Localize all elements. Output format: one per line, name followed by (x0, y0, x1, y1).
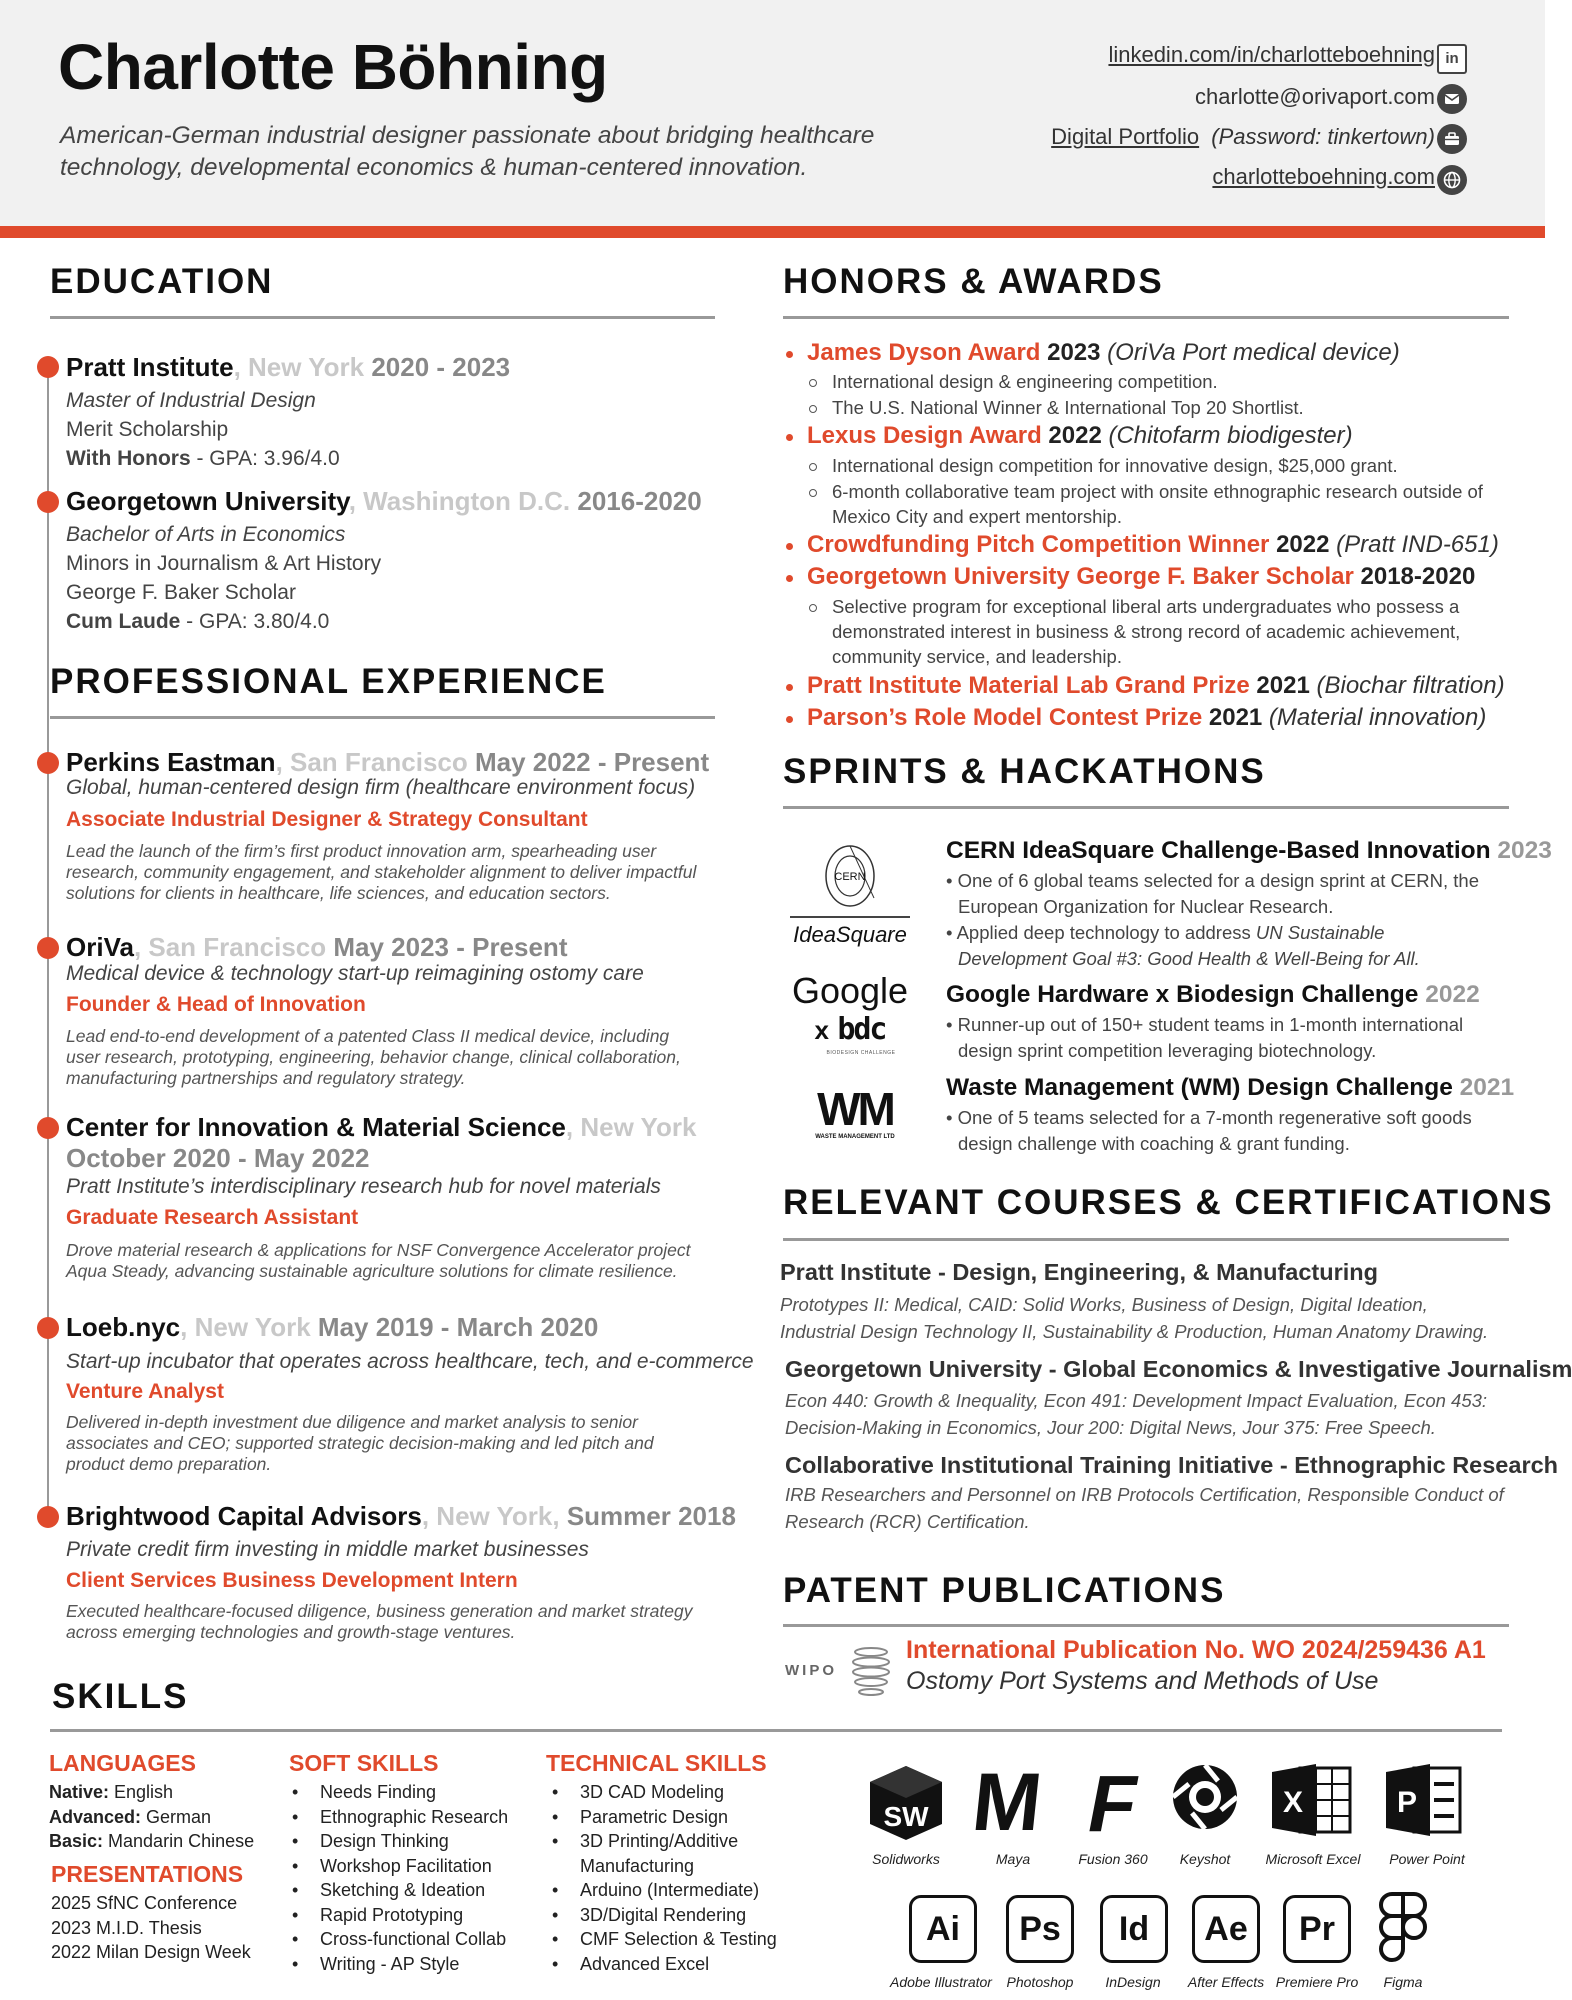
job-heading: OriVa, San Francisco May 2023 - Present (66, 932, 568, 962)
presentations-list: 2025 SfNC Conference 2023 M.I.D. Thesis 2022 Milan Design Week (51, 1893, 251, 1962)
job-tagline: Global, human-centered design firm (healthcare environment focus) (66, 776, 696, 799)
soft-skills-heading: SOFT SKILLS (289, 1750, 439, 1776)
georgetown-gpa: Cum Laude - GPA: 3.80/4.0 (66, 610, 330, 633)
software-label: After Effects (1187, 1974, 1265, 1990)
sprint-cern-title: CERN IdeaSquare Challenge-Based Innovation 2023 (946, 837, 1552, 864)
software-label: Photoshop (1006, 1974, 1074, 1990)
honor-pratt-prize: Pratt Institute Material Lab Grand Prize 2021 (Biochar filtration) (807, 672, 1505, 699)
bullet (786, 543, 793, 550)
sub-bullet (809, 604, 817, 612)
job-role: Founder & Head of Innovation (66, 993, 366, 1016)
globe-icon (1437, 165, 1467, 195)
bullet (786, 351, 793, 358)
photoshop-icon: Ps (1006, 1895, 1074, 1963)
maya-icon: M (968, 1757, 1047, 1848)
georgetown-scholar: George F. Baker Scholar (66, 581, 296, 604)
patents-rule (783, 1624, 1509, 1627)
powerpoint-icon (1384, 1762, 1464, 1838)
software-label: Solidworks (872, 1851, 940, 1867)
job-heading: Loeb.nyc, New York May 2019 - March 2020 (66, 1312, 599, 1342)
sprint-wm-title: Waste Management (WM) Design Challenge 2021 (946, 1074, 1515, 1101)
email-text[interactable]: charlotte@orivaport.com (1195, 84, 1435, 109)
patents-title: PATENT PUBLICATIONS (783, 1571, 1226, 1610)
software-label: Fusion 360 (1078, 1851, 1148, 1867)
premiere-pro-icon: Pr (1283, 1895, 1351, 1963)
job-description: Drove material research & applications for NSF Convergence Accelerator project Aqua Steady, advancing sustainable agriculture solutions for climate resilience. (66, 1240, 691, 1281)
bullet (786, 716, 793, 723)
tagline-line-1: American-German industrial designer passionate about bridging healthcare (60, 122, 875, 149)
bullet (786, 434, 793, 441)
sub-bullet (809, 405, 817, 413)
wm-logo: WM WASTE MANAGEMENT LTD (815, 1083, 895, 1140)
skills-rule (50, 1729, 1502, 1732)
portfolio-password: (Password: tinkertown) (1211, 124, 1435, 149)
soft-skills-list: • Needs Finding • Ethnographic Research • Design Thinking • Workshop Facilitation • Sketching & Ideation • Rapid Prototyping • Cross-functional Collab • Writing - AP Style (286, 1780, 508, 1976)
figma-icon (1378, 1890, 1428, 1966)
patent-description: Ostomy Port Systems and Methods of Use (906, 1667, 1379, 1695)
job-description: Delivered in-depth investment due diligence and market analysis to senior associates and CEO; supported strategic decision-making and led pitch and product demo preparation. (66, 1412, 654, 1474)
google-bdc-logo: Google x bdc BIODESIGN CHALLENGE (791, 970, 909, 1056)
georgetown-minors: Minors in Journalism & Art History (66, 552, 382, 575)
job-description: Lead the launch of the firm’s first product innovation arm, spearheading user research, community engagement, and stakeholder alignment to deliver impactful solutions for clients in healthcare, life sciences, and education sectors. (66, 841, 697, 903)
candidate-name: Charlotte Böhning (58, 31, 608, 103)
job-heading: Perkins Eastman, San Francisco May 2022 - Present (66, 747, 710, 777)
software-label: Maya (995, 1851, 1031, 1867)
timeline-dot (37, 1117, 59, 1139)
software-label: Adobe Illustrator (890, 1974, 992, 1990)
sub-bullet (809, 489, 817, 497)
indesign-icon: Id (1100, 1895, 1168, 1963)
job-description: Lead end-to-end development of a patented Class II medical device, including user research, prototyping, engineering, behavior change, clinical collaboration, manufacturing partnerships and regulatory strategy. (66, 1026, 681, 1088)
portfolio-line (1051, 124, 1435, 150)
honor-detail: International design competition for innovative design, $25,000 grant. (832, 455, 1398, 476)
technical-skills-heading: TECHNICAL SKILLS (546, 1750, 767, 1776)
timeline-dot (37, 1506, 59, 1528)
education-title: EDUCATION (50, 262, 274, 301)
course-georgetown-desc: Econ 440: Growth & Inequality, Econ 491: Development Impact Evaluation, Econ 453: Decision-Making in Economics, Jour 200: Digital News, Jour 375: Free Speech. (785, 1390, 1488, 1438)
illustrator-icon: Ai (909, 1895, 977, 1963)
pratt-heading: Pratt Institute, New York 2020 - 2023 (66, 352, 511, 382)
georgetown-heading: Georgetown University, Washington D.C. 2016-2020 (66, 486, 702, 516)
svg-text:CERN: CERN (834, 871, 866, 883)
wipo-logo: WIPO (783, 1638, 903, 1708)
after-effects-icon: Ae (1192, 1895, 1260, 1963)
job-tagline: Private credit firm investing in middle market businesses (66, 1538, 589, 1561)
timeline-dot (37, 937, 59, 959)
skills-title: SKILLS (52, 1677, 189, 1716)
honor-detail: The U.S. National Winner & International Top 20 Shortlist. (832, 397, 1304, 418)
honor-detail: Selective program for exceptional liberal arts undergraduates who possess a demonstrated interest in business & strong record of academic achievement, community service, and leadership. (832, 596, 1461, 667)
languages-heading: LANGUAGES (49, 1750, 196, 1776)
fusion-360-icon: F (1088, 1759, 1137, 1848)
header-accent-bar (0, 226, 1545, 238)
job-role: Venture Analyst (66, 1380, 224, 1403)
sprints-title: SPRINTS & HACKATHONS (783, 752, 1266, 791)
excel-icon (1270, 1762, 1354, 1838)
bullet (786, 684, 793, 691)
job-dates: October 2020 - May 2022 (66, 1143, 370, 1173)
software-label: Figma (1383, 1974, 1423, 1990)
honor-lexus: Lexus Design Award 2022 (Chitofarm biodigester) (807, 422, 1353, 449)
pratt-merit: Merit Scholarship (66, 418, 229, 441)
sub-bullet (809, 463, 817, 471)
portfolio-link[interactable]: Digital Portfolio (1051, 124, 1200, 149)
keyshot-icon (1170, 1762, 1240, 1832)
cern-ideasquare-logo: CERN IdeaSquare (790, 838, 910, 948)
presentations-heading: PRESENTATIONS (51, 1861, 244, 1887)
honor-parsons: Parson’s Role Model Contest Prize 2021 (Material innovation) (807, 704, 1487, 731)
linkedin-link[interactable]: linkedin.com/in/charlotteboehning (1108, 42, 1435, 67)
software-label: InDesign (1105, 1974, 1161, 1990)
pratt-gpa: With Honors - GPA: 3.96/4.0 (66, 447, 340, 470)
briefcase-icon (1437, 124, 1467, 154)
job-heading: Brightwood Capital Advisors, New York, Summer 2018 (66, 1501, 736, 1531)
job-tagline: Pratt Institute’s interdisciplinary research hub for novel materials (66, 1175, 661, 1198)
georgetown-degree: Bachelor of Arts in Economics (66, 523, 346, 546)
sprint-google-title: Google Hardware x Biodesign Challenge 2022 (946, 981, 1480, 1008)
solidworks-icon (866, 1762, 946, 1842)
course-pratt-desc: Prototypes II: Medical, CAID: Solid Works, Business of Design, Digital Ideation, Industrial Design Technology II, Sustainability & Production, Human Anatomy Drawing. (780, 1294, 1489, 1342)
job-description: Executed healthcare-focused diligence, business generation and market strategy across emerging technologies and growth-stage ventures. (66, 1601, 693, 1642)
technical-skills-list: • 3D CAD Modeling • Parametric Design • 3D Printing/Additive Manufacturing • Arduino (Intermediate) • 3D/Digital Rendering • CMF Selection & Testing • Advanced Excel (546, 1780, 777, 1976)
software-label: Keyshot (1179, 1851, 1231, 1867)
job-role: Graduate Research Assistant (66, 1206, 359, 1229)
course-pratt-title: Pratt Institute - Design, Engineering, & Manufacturing (780, 1259, 1378, 1285)
honor-detail: International design & engineering competition. (832, 371, 1218, 392)
course-citi-title: Collaborative Institutional Training Initiative - Ethnographic Research (785, 1452, 1559, 1478)
software-label: Power Point (1389, 1851, 1465, 1867)
patent-publication: International Publication No. WO 2024/259436 A1 (906, 1636, 1486, 1664)
tagline-line-2: technology, developmental economics & human-centered innovation. (60, 154, 808, 181)
honor-baker: Georgetown University George F. Baker Scholar 2018-2020 (807, 563, 1476, 590)
sprint-wm-detail: • One of 5 teams selected for a 7-month regenerative soft goods design challenge with coaching & grant funding. (946, 1107, 1472, 1154)
honor-detail: 6-month collaborative team project with onsite ethnographic research outside of Mexico City and expert mentorship. (832, 481, 1483, 527)
job-role: Associate Industrial Designer & Strategy Consultant (66, 808, 588, 831)
sprints-rule (783, 806, 1509, 809)
linkedin-icon: in (1437, 44, 1467, 74)
job-tagline: Start-up incubator that operates across healthcare, tech, and e-commerce (66, 1350, 754, 1373)
honors-title: HONORS & AWARDS (783, 262, 1164, 301)
website-link[interactable]: charlotteboehning.com (1212, 164, 1435, 189)
bullet (786, 575, 793, 582)
software-label: Premiere Pro (1275, 1974, 1359, 1990)
job-tagline: Medical device & technology start-up reimagining ostomy care (66, 962, 644, 985)
experience-rule (50, 716, 715, 719)
course-georgetown-title: Georgetown University - Global Economics & Investigative Journalism (785, 1356, 1572, 1382)
sprint-google-detail: • Runner-up out of 150+ student teams in 1-month international design sprint competition leveraging biotechnology. (946, 1014, 1464, 1061)
timeline-dot (37, 752, 59, 774)
svg-text:X: X (1282, 1786, 1304, 1819)
svg-text:SW: SW (883, 1801, 929, 1832)
svg-text:P: P (1396, 1786, 1418, 1819)
sprint-cern-detail: • One of 6 global teams selected for a design sprint at CERN, the European Organization for Nuclear Research. • Applied deep technology to address UN Sustainable Development Goal #3: Good Health & Well-Being for All. (946, 870, 1479, 969)
education-rule (50, 316, 715, 319)
job-role: Client Services Business Development Intern (66, 1569, 518, 1592)
tagline (60, 120, 960, 184)
courses-rule (783, 1238, 1509, 1241)
pratt-degree: Master of Industrial Design (66, 389, 316, 412)
software-label: Microsoft Excel (1265, 1851, 1361, 1867)
experience-title: PROFESSIONAL EXPERIENCE (50, 662, 607, 701)
timeline-dot (37, 1317, 59, 1339)
sub-bullet (809, 379, 817, 387)
timeline-dot (37, 356, 59, 378)
honor-dyson: James Dyson Award 2023 (OriVa Port medical device) (807, 339, 1400, 366)
course-citi-desc: IRB Researchers and Personnel on IRB Protocols Certification, Responsible Conduct of Research (RCR) Certification. (785, 1484, 1504, 1532)
honor-crowdfunding: Crowdfunding Pitch Competition Winner 2022 (Pratt IND-651) (807, 531, 1499, 558)
timeline-dot (37, 491, 59, 513)
courses-title: RELEVANT COURSES & CERTIFICATIONS (783, 1183, 1554, 1222)
honors-rule (783, 316, 1509, 319)
job-heading: Center for Innovation & Material Science, New York (66, 1112, 697, 1142)
languages-list: Native: English Advanced: German Basic: Mandarin Chinese (49, 1782, 255, 1851)
email-icon (1437, 84, 1467, 114)
